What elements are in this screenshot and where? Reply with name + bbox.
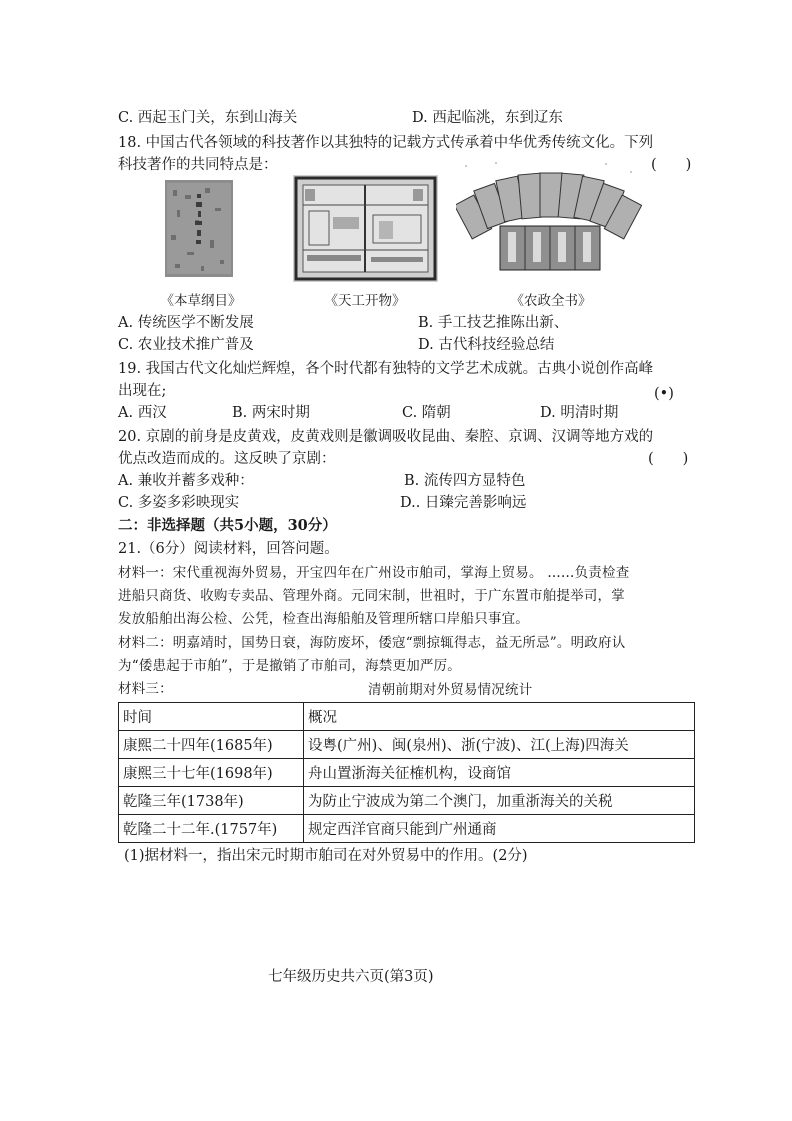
- q18-stem-line1: 18. 中国古代各领域的科技著作以其独特的记载方式传承着中华优秀传统文化。下列: [118, 135, 654, 151]
- table-header-overview: 概况: [304, 703, 695, 731]
- trade-statistics-table: [118, 702, 695, 843]
- q21-subquestion-1: (1)据材料一，指出宋元时期市舶司在对外贸易中的作用。(2分): [124, 848, 528, 864]
- material-2-line1: 材料二：明嘉靖时，国势日衰，海防废坏，倭寇“剽掠辄得志，益无所忌”。明政府认: [118, 635, 626, 651]
- q18-option-c: C. 农业技术推广普及: [118, 337, 254, 353]
- q18-option-d: D. 古代科技经验总结: [418, 337, 555, 353]
- table-title: 清朝前期对外贸易情况统计: [368, 682, 533, 698]
- table-cell-overview: 舟山置浙海关征榷机构，设商馆: [304, 759, 695, 787]
- caption-tiangong-kaiwu: 《天工开物》: [324, 293, 406, 309]
- q19-option-c: C. 隋朝: [402, 405, 451, 421]
- page-footer: 七年级历史共六页(第3页): [268, 969, 434, 985]
- table-row: [119, 815, 695, 843]
- q19-option-a: A. 西汉: [118, 405, 167, 421]
- table-row: [119, 731, 695, 759]
- table-cell-overview: 规定西洋官商只能到广州通商: [304, 815, 695, 843]
- caption-nongzheng-quanshu: 《农政全书》: [510, 293, 592, 309]
- tiangong-kaiwu-image: [293, 175, 438, 282]
- material-2-line2: 为“倭患起于市舶”，于是撤销了市舶司，海禁更加严厉。: [118, 658, 462, 674]
- material-3-label: 材料三：: [118, 681, 173, 697]
- q20-option-d: D.. 日臻完善影响远: [400, 495, 527, 511]
- q20-option-b: B. 流传四方显特色: [404, 473, 526, 489]
- material-1-line1: 材料一：宋代重视海外贸易，开宝四年在广州设市舶司，掌海上贸易。 ……负责检查: [118, 565, 630, 581]
- q18-stem-line2: 科技著作的共同特点是：: [118, 157, 278, 173]
- caption-bencao-gangmu: 《本草纲目》: [160, 293, 242, 309]
- table-cell-time: 乾隆二十二年.(1757年): [119, 815, 304, 843]
- table-header-row: [119, 703, 695, 731]
- bencao-gangmu-image: [165, 180, 233, 277]
- material-1-line2: 进船只商货、收购专卖品、管理外商。元同宋制，世祖时，于广东置市舶提举司，掌: [118, 588, 625, 604]
- material-1-line3: 发放船舶出海公检、公凭，检查出海船舶及管理所辖口岸船只事宜。: [118, 611, 529, 627]
- q19-stem-line1: 19. 我国古代文化灿烂辉煌，各个时代都有独特的文学艺术成就。古典小说创作高峰: [118, 361, 654, 377]
- q17-option-c: C. 西起玉门关，东到山海关: [118, 110, 298, 126]
- q19-option-d: D. 明清时期: [540, 405, 619, 421]
- q20-stem-line1: 20. 京剧的前身是皮黄戏，皮黄戏则是徽调吸收昆曲、秦腔、京调、汉调等地方戏的: [118, 429, 654, 445]
- table-cell-time: 康熙三十七年(1698年): [119, 759, 304, 787]
- table-header-time: 时间: [119, 703, 304, 731]
- q20-option-a: A. 兼收并蓄多戏种：: [118, 473, 254, 489]
- q21-intro: 21.（6分）阅读材料，回答问题。: [118, 541, 339, 557]
- table-cell-overview: 设粤(广州)、闽(泉州)、浙(宁波)、江(上海)四海关: [304, 731, 695, 759]
- table-cell-overview: 为防止宁波成为第二个澳门，加重浙海关的关税: [304, 787, 695, 815]
- q20-option-c: C. 多姿多彩映现实: [118, 495, 240, 511]
- nongzheng-quanshu-image: [456, 158, 642, 280]
- q18-option-b: B. 手工技艺推陈出新、: [418, 315, 569, 331]
- q18-answer-bracket: ( ): [651, 157, 692, 173]
- section-heading-nonchoice: 二：非选择题（共5小题，30分）: [118, 517, 337, 534]
- q18-option-a: A. 传统医学不断发展: [118, 315, 254, 331]
- q17-option-d: D. 西起临洮，东到辽东: [412, 110, 563, 126]
- q19-answer-bracket: (•): [654, 386, 674, 402]
- q19-option-b: B. 两宋时期: [232, 405, 310, 421]
- q20-stem-line2: 优点改造而成的。这反映了京剧：: [118, 451, 336, 467]
- table-row: [119, 759, 695, 787]
- q20-answer-bracket: ( ): [648, 451, 689, 467]
- q19-stem-line2: 出现在;: [118, 383, 167, 399]
- table-cell-time: 康熙二十四年(1685年): [119, 731, 304, 759]
- table-cell-time: 乾隆三年(1738年): [119, 787, 304, 815]
- table-row: [119, 787, 695, 815]
